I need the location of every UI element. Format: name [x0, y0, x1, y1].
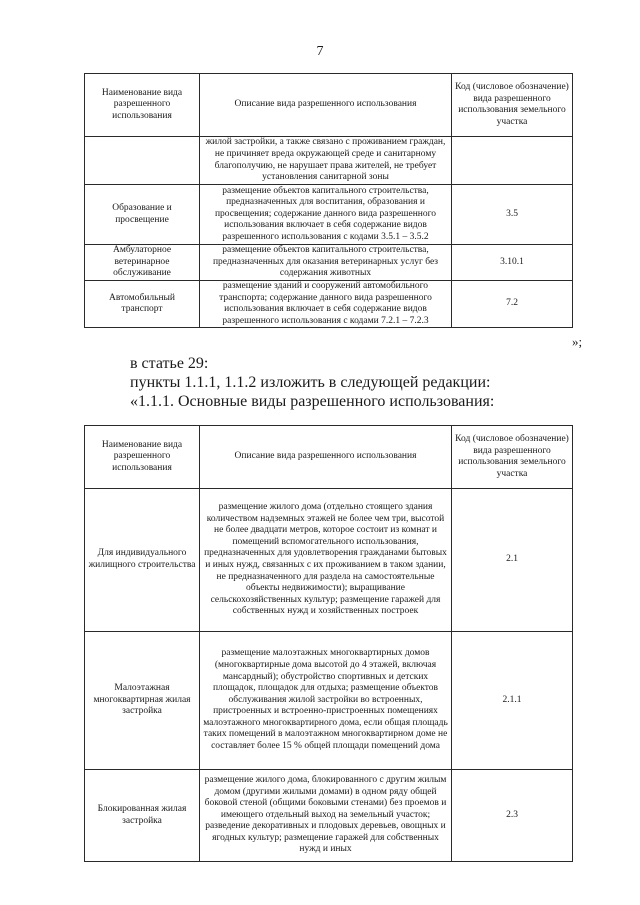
row-code: 2.3	[452, 770, 573, 862]
article-29-intro: в статье 29:	[130, 355, 209, 372]
table-row	[85, 245, 573, 281]
table-row	[85, 281, 573, 328]
row-description: жилой застройки, а также связано с проживанием граждан, не причиняет вреда окружающей среде и санитарному благополучию, не нарушает права жителей, не требует установления санитарной зоны	[200, 137, 452, 185]
row-description: размещение жилого дома (отдельно стоящего здания количеством надземных этажей не более чем три, высотой не более двадцати метров, которое состоит из комнат и помещений вспомогательного использования, предназначенных для удовлетворения гражданами бытовых и иных нужд, связанных с их проживанием в таком здании, не предназначенного для раздела на самостоятельные объекты недвижимости); выращивание сельскохозяйственных культур; размещение гаражей для собственных нужд и хозяйственных построек	[200, 489, 452, 632]
row-code: 2.1.1	[452, 632, 573, 770]
amendment-instruction: пункты 1.1.1, 1.1.2 изложить в следующей редакции:	[130, 374, 491, 391]
header-code-column: Код (числовое обозначение) вида разрешенного использования земельного участка	[452, 74, 573, 137]
row-description: размещение малоэтажных многоквартирных домов (многоквартирные дома высотой до 4 этажей, включая мансардный); обустройство спортивных и детских площадок, площадок для отдыха; размещение объектов обслуживания жилой застройки во встроенных, пристроенных и встроенно-пристроенных помещениях малоэтажного многоквартирного дома, если общая площадь таких помещений в малоэтажном многоквартирном доме не составляет более 15 % общей площади помещений дома	[200, 632, 452, 770]
header-description-column: Описание вида разрешенного использования	[200, 74, 452, 137]
header-code-column: Код (числовое обозначение) вида разрешенного использования земельного участка	[452, 426, 573, 489]
row-name: Автомобильный транспорт	[85, 281, 200, 328]
section-heading: «1.1.1. Основные виды разрешенного использования:	[130, 393, 495, 410]
table-header-row	[85, 426, 573, 489]
row-code: 2.1	[452, 489, 573, 632]
land-use-table-main	[84, 425, 573, 862]
row-description: размещение жилого дома, блокированного с другим жилым домом (другими жилыми домами) в одном ряду общей боковой стеной (общими боковыми стенами) без проемов и имеющего отдельный выход на земельный участок; разведение декоративных и плодовых деревьев, овощных и ягодных культур; размещение гаражей для собственных нужд и иных	[200, 770, 452, 862]
table-row	[85, 770, 573, 862]
row-code	[452, 137, 573, 185]
land-use-table-continued	[84, 73, 573, 328]
row-description: размещение объектов капитального строительства, предназначенных для оказания ветеринарных услуг без содержания животных	[200, 245, 452, 281]
row-name: Амбулаторное ветеринарное обслуживание	[85, 245, 200, 281]
row-name: Блокированная жилая застройка	[85, 770, 200, 862]
row-code: 3.10.1	[452, 245, 573, 281]
page-number: 7	[316, 44, 324, 59]
row-code: 3.5	[452, 185, 573, 245]
closing-quote-mark: »;	[572, 334, 583, 349]
row-name: Образование и просвещение	[85, 185, 200, 245]
header-name-column: Наименование вида разрешенного использования	[85, 426, 200, 489]
table-row	[85, 137, 573, 185]
row-code: 7.2	[452, 281, 573, 328]
header-name-column: Наименование вида разрешенного использования	[85, 74, 200, 137]
table-row	[85, 185, 573, 245]
table-row	[85, 632, 573, 770]
table-header-row	[85, 74, 573, 137]
row-name	[85, 137, 200, 185]
table-row	[85, 489, 573, 632]
row-description: размещение объектов капитального строительства, предназначенных для воспитания, образования и просвещения; содержание данного вида разрешенного использования включает в себя содержание видов разрешенного использования с кодами 3.5.1 – 3.5.2	[200, 185, 452, 245]
row-name: Для индивидуального жилищного строительства	[85, 489, 200, 632]
header-description-column: Описание вида разрешенного использования	[200, 426, 452, 489]
row-description: размещение зданий и сооружений автомобильного транспорта; содержание данного вида разрешенного использования включает в себя содержание видов разрешенного использования с кодами 7.2.1 – 7.2.3	[200, 281, 452, 328]
row-name: Малоэтажная многоквартирная жилая застройка	[85, 632, 200, 770]
